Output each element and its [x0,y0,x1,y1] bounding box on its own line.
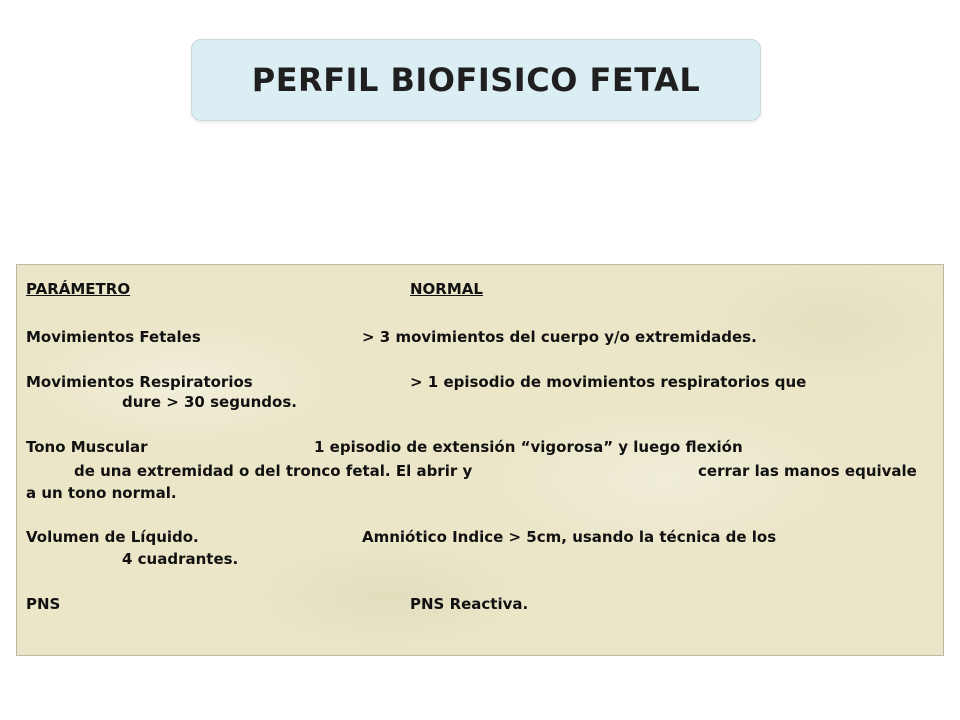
row-value-muscle-tone-cont-a: de una extremidad o del tronco fetal. El abrir y [74,462,473,480]
row-label-muscle-tone: Tono Muscular [26,438,148,456]
row-label-fetal-movements: Movimientos Fetales [26,328,201,346]
page-title: PERFIL BIOFISICO FETAL [251,61,701,99]
row-value-fetal-movements: > 3 movimientos del cuerpo y/o extremidades. [362,328,757,346]
row-value-pns: PNS Reactiva. [410,595,529,613]
row-value-muscle-tone: 1 episodio de extensión “vigorosa” y luego flexión [314,438,743,456]
row-value-fluid-volume-cont: 4 cuadrantes. [122,550,239,568]
row-label-pns: PNS [26,595,61,613]
row-value-muscle-tone-cont-b: cerrar las manos equivale [698,462,917,480]
row-value-muscle-tone-cont-c: a un tono normal. [26,484,177,502]
row-label-respiratory-movements: Movimientos Respiratorios [26,373,253,391]
row-label-fluid-volume: Volumen de Líquido. [26,528,199,546]
header-parameter: PARÁMETRO [26,280,131,298]
row-value-respiratory-movements: > 1 episodio de movimientos respiratorios que [410,373,807,391]
content-box [16,264,944,656]
row-value-fluid-volume: Amniótico Indice > 5cm, usando la técnica de los [362,528,777,546]
row-value-respiratory-movements-cont: dure > 30 segundos. [122,393,297,411]
title-box [191,39,761,121]
header-normal: NORMAL [410,280,483,298]
